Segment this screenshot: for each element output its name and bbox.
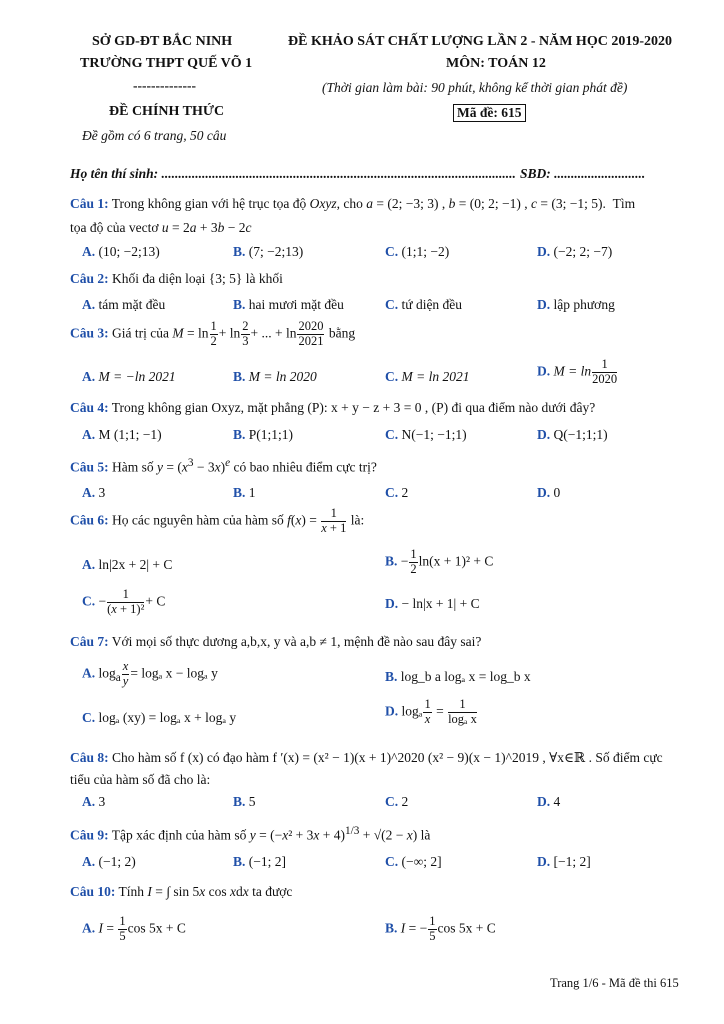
question-9: Câu 9: Tập xác định của hàm số $y = (-x^2 + 3x + 4)^{1/3} + √(2 - x)$ là [70,825,431,843]
q2-option-d[interactable]: D. lập phương [537,297,615,312]
q5-option-c[interactable]: C. 2 [385,485,409,500]
candidate-sbd-field: SBD: ........................... [520,166,646,181]
q6-option-c[interactable]: C. − $\frac{1}{\text{(x + 1)²}}$ + C [82,587,166,616]
header-divider: -------------- [133,78,196,93]
q1-option-d[interactable]: D. (−2; 2; −7) [537,244,613,259]
question-5: Câu 5: Hàm số $y = (x^3 - 3x)^e$ có bao nhiêu điểm cực trị? [70,457,377,475]
q5-option-b[interactable]: B. 1 [233,485,256,500]
q3-option-a[interactable]: A. M = −ln 2021 [82,369,176,384]
q2-option-a[interactable]: A. tám mặt đều [82,297,166,312]
q1-option-b[interactable]: B. (7; −2;13) [233,244,304,259]
q10-option-a[interactable]: A. I = $\frac{1}{5}$ cos 5x + C [82,914,186,943]
question-text: Tìm [612,196,636,211]
q3-option-c[interactable]: C. M = ln 2021 [385,369,470,384]
q6-option-a[interactable]: A. ln|2x + 2| + C [82,557,173,572]
q4-option-d[interactable]: D. Q(−1;1;1) [537,427,608,442]
q8-option-b[interactable]: B. 5 [233,794,256,809]
question-4: Câu 4: Trong không gian Oxyz, mặt phẳng (P): x + y − z + 3 = 0 , (P) đi qua điểm nào dưới đây? [70,400,596,415]
question-1-line2: tọa độ của vectơ u = 2a + 3b − 2c [70,220,252,235]
q8-option-a[interactable]: A. 3 [82,794,106,809]
question-8-line2: tiểu của hàm số đã cho là: [70,772,211,787]
official-exam-label: ĐỀ CHÍNH THỨC [109,104,225,119]
q7-option-c[interactable]: C. logₐ (xy) = logₐ x + logₐ y [82,710,237,725]
q5-option-a[interactable]: A. 3 [82,485,106,500]
q2-option-c[interactable]: C. tứ diện đều [385,297,463,312]
q8-option-c[interactable]: C. 2 [385,794,409,809]
question-number: Câu 1: [70,196,109,211]
q7-option-d[interactable]: D. logₐ $\frac{1}{x}$ = $\frac{1}{\text{logₐ x}}$ [385,697,477,726]
q2-option-b[interactable]: B. hai mươi mặt đều [233,297,344,312]
q9-option-c[interactable]: C. (−∞; 2] [385,854,442,869]
subject-label: MÔN: TOÁN 12 [446,56,546,71]
question-text: Trong không gian với hệ trục tọa độ [111,196,307,211]
q4-option-c[interactable]: C. N(−1; −1;1) [385,427,467,442]
school-name: TRƯỜNG THPT QUẾ VÕ 1 [80,56,253,71]
q10-option-b[interactable]: B. I = − $\frac{1}{5}$ cos 5x + C [385,914,496,943]
exam-title: ĐỀ KHẢO SÁT CHẤT LƯỢNG LẦN 2 - NĂM HỌC 2019-2020 [288,34,672,49]
question-7: Câu 7: Với mọi số thực dương a,b,x, y và a,b ≠ 1, mệnh đề nào sau đây sai? [70,634,482,649]
q8-option-d[interactable]: D. 4 [537,794,561,809]
q9-option-d[interactable]: D. [−1; 2] [537,854,591,869]
q9-option-a[interactable]: A. (−1; 2) [82,854,136,869]
q3-option-d[interactable]: D. M = ln $\frac{1}{2020}$ [537,357,618,386]
q6-option-b[interactable]: B. − $\frac{1}{2}$ ln(x + 1)² + C [385,547,494,576]
question-10: Câu 10: Tính I = ∫ sin 5x cos xdx ta được [70,884,293,899]
candidate-name-field: Họ tên thí sinh: ......................................................................................................... [70,166,516,181]
question-6: Câu 6: Họ các nguyên hàm của hàm số f(x) = $\frac{1}{x + 1}$ là: [70,506,365,535]
page-footer: Trang 1/6 - Mã đề thi 615 [550,976,679,990]
q1-option-a[interactable]: A. (10; −2;13) [82,244,160,259]
time-note: (Thời gian làm bài: 90 phút, không kể thời gian phát đề) [322,80,628,95]
exam-code-box: Mã đề: 615 [453,104,526,122]
q7-option-a[interactable]: A. $\log_a$ $\frac{x}{y}$ = logₐ x − logₐ y [82,659,218,688]
page-count-note: Đề gồm có 6 trang, 50 câu [82,128,227,143]
q7-option-b[interactable]: B. log_b a logₐ x = log_b x [385,669,531,684]
q5-option-d[interactable]: D. 0 [537,485,561,500]
q1-option-c[interactable]: C. (1;1; −2) [385,244,450,259]
q3-option-b[interactable]: B. M = ln 2020 [233,369,317,384]
question-2: Câu 2: Khối đa diện loại {3; 5} là khối [70,271,283,286]
question-1: Câu 1: Trong không gian với hệ trục tọa độ Oxyz, cho a = (2; −3; 3) , b = (0; 2; −1) , c = (3; −1; 5). Tìm [70,196,636,211]
question-8: Câu 8: Cho hàm số f (x) có đạo hàm f ′(x) = (x² − 1)(x + 1)^2020 (x² − 9)(x − 1)^2019 , ∀x∈ℝ . Số điểm cực [70,750,663,765]
question-text: , cho [336,196,363,211]
q6-option-d[interactable]: D. − ln|x + 1| + C [385,596,480,611]
question-3: Câu 3: Giá trị của M = ln $\frac{1}{2}$ + ln $\frac{2}{3}$ + ... + ln $\frac{2020}{2021}$ bằng [70,319,356,348]
q4-option-a[interactable]: A. M (1;1; −1) [82,427,162,442]
department-name: SỞ GD-ĐT BẮC NINH [92,34,233,49]
q9-option-b[interactable]: B. (−1; 2] [233,854,286,869]
q4-option-b[interactable]: B. P(1;1;1) [233,427,294,442]
